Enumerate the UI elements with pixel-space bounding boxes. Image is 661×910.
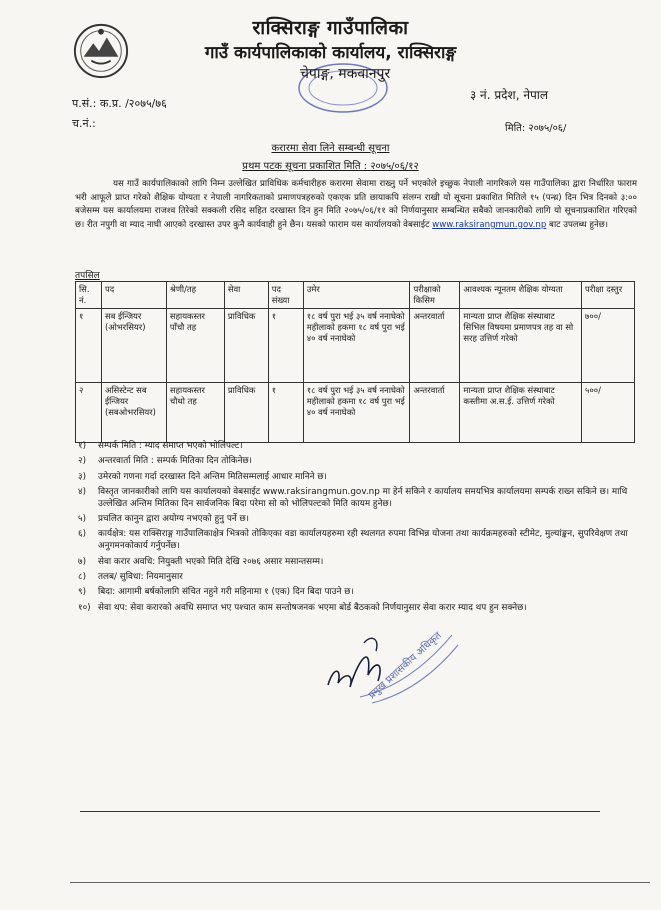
- stamp-text: प्रमुख प्रशासकीय अधिकृत: [366, 630, 444, 702]
- note-number: ३): [78, 471, 87, 482]
- cell-level: सहायकस्तर पाँचौ तह: [166, 309, 224, 383]
- col-header-qualification: आवश्यक न्यूनतम शैक्षिक योग्यता: [460, 282, 582, 309]
- col-header-level: श्रेणी/तह: [166, 282, 224, 309]
- col-header-sn: सि. नं.: [76, 282, 102, 309]
- cell-age: १८ वर्ष पुरा भई ३५ वर्ष ननाघेको महीलाको हकमा १८ वर्ष पुरा भई ४० वर्ष ननाघेको: [303, 383, 410, 443]
- website-link[interactable]: www.raksirangmun.gov.np: [432, 219, 547, 230]
- note-item: [78, 455, 638, 467]
- note-text: बिदा: आगामी बर्षकोलागि संचित नहुने गरी महिनामा १ (एक) दिन बिदा पाउने छ।: [98, 587, 354, 598]
- note-number: ४): [78, 486, 87, 497]
- cell-qualification: मान्यता प्राप्त शैक्षिक संस्थाबाट कस्तीमा अ.स.ई. उत्तिर्ण गरेको: [460, 383, 582, 443]
- note-item: [78, 571, 638, 583]
- notice-title: करारमा सेवा लिने सम्बन्धी सूचना: [271, 143, 390, 154]
- province-label: ३ नं. प्रदेश, नेपाल: [470, 88, 549, 102]
- cell-age: १८ वर्ष पुरा भई ३५ वर्ष ननाघेको महीलाको हकमा १८ वर्ष पुरा भई ४० वर्ष ननाघेको: [303, 309, 410, 383]
- col-header-count: पद संख्या: [268, 282, 303, 309]
- note-text: कार्यक्षेत्र: यस राक्सिराङ्ग गाउँपालिकाक्षेत्र भित्रको तोकिएका वडा कार्यालयहरुमा रही स्थलगत रुपमा विभिन्न योजना तथा कार्यक्रमहरुको स्टीमेट, मुल्यांङ्कन, सुपरिवेक्षण तथा अनुगमनकोकार्य गर्नुपर्नेछ।: [98, 529, 628, 552]
- cell-service: प्राविधिक: [224, 383, 268, 443]
- col-header-age: उमेर: [303, 282, 410, 309]
- cell-fee: ५००/: [582, 383, 635, 443]
- note-item: [78, 586, 638, 598]
- cell-sn: १: [76, 309, 102, 383]
- table-row: [76, 309, 635, 383]
- note-number: १०): [78, 602, 91, 613]
- cell-count: १: [268, 383, 303, 443]
- office-location: चेपाङ्ग, मकवानपुर: [300, 66, 391, 82]
- letter-date: मिति: २०७५/०६/: [505, 123, 567, 134]
- note-number: १): [78, 441, 87, 451]
- notice-body: [75, 178, 637, 232]
- note-number: ८): [78, 572, 87, 583]
- note-number: ६): [78, 529, 87, 540]
- col-header-service: सेवा: [224, 282, 268, 309]
- notice-body-end: बाट उपलब्ध हुनेछ।: [549, 219, 608, 230]
- cell-level: सहायकस्तर चौथो तह: [166, 383, 224, 443]
- cell-exam: अन्तरवार्ता: [410, 309, 460, 383]
- note-item: [78, 471, 638, 483]
- office-name: गाउँ कार्यपालिकाको कार्यालय, राक्सिराङ्ग: [204, 43, 457, 63]
- table-caption: तपसिल: [75, 271, 100, 281]
- cell-post: असिस्टेन्ट सब ईन्जियर (सबओभरसियर): [101, 383, 166, 443]
- note-item: [78, 556, 638, 568]
- note-text: विस्तृत जानकारीको लागि यस कार्यालयको वेबसाईट www.raksirangmun.gov.np मा हेर्न सकिने र कार्यालय समयभित्र कार्यालयमा सम्पर्क राख्न सकिने छ। माथि उल्लेखित अन्तिम मितिका दिन सार्वजनिक बिदा परेमा सो को भोलिपल्टको मिति कायम हुनेछ।: [98, 486, 628, 509]
- vacancy-table: [75, 281, 635, 443]
- cell-service: प्राविधिक: [224, 309, 268, 383]
- table-header-row: [76, 282, 635, 309]
- note-text: सेवा थप: सेवा करारको अवधि समाप्त भए पश्चात काम सन्तोषजनक भएमा बोर्ड बैठकको निर्णयानुसार सेवा करार म्याद थप हुन सक्नेछ।: [98, 602, 527, 613]
- dispatch-number: च.नं.:: [72, 117, 96, 130]
- notes-list: [78, 440, 638, 617]
- cell-post: सब ईन्जियर (ओभरसियर): [101, 309, 166, 383]
- note-text: सम्पर्क मिति : म्याद समाप्त भएको भोलिपल्ट।: [98, 441, 243, 451]
- officer-signature-stamp: [320, 625, 460, 705]
- cell-count: १: [268, 309, 303, 383]
- note-item: [78, 602, 638, 614]
- notice-body-text: यस गाउँ कार्यपालिकाको लागि निम्न उल्लेखित प्राविधिक कर्मचारीहरु करारमा सेवामा राख्नु पर्ने भएकोले इच्छुक नेपाली नागरिकले यस गाउँपालिका द्वारा निर्धारित फाराम भरी आफूले प्राप्त गरेको शैक्षिक योग्यता र नेपाली नागरिकताको प्रमाणपत्रहरुको एकएक प्रति छायाकपि संलग्न राखी यो सूचना प्रकाशित मितिले १५ (पन्ध्र) दिन भित्र दिनको ३:०० बजेसम्म यस कार्यालयमा राजश्व तिरेको सक्कली रसिद सहित दरखास्त दिन हुन मिति २०७५/०६/११ को निर्णयानुसार सम्बन्धित सबैको जानकारीको लागि यो सूचनाप्रकाशित गरिएको छ। रीत नपुगी वा म्याद नाघी आएको दरखास्त उपर कुनै कार्यवाही हुने छैन। यसको फाराम यस कार्यालयको वेबसाईट: [75, 179, 637, 230]
- cell-sn: २: [76, 383, 102, 443]
- note-number: ७): [78, 556, 87, 567]
- col-header-post: पद: [101, 282, 166, 309]
- cell-exam: अन्तरवार्ता: [410, 383, 460, 443]
- note-item: [78, 528, 638, 552]
- note-text: अन्तरवार्ता मिति : सम्पर्क मितिका दिन तोकिनेछ।: [98, 456, 252, 467]
- cell-qualification: मान्यता प्राप्त शैक्षिक संस्थाबाट सिभिल विषयमा प्रमाणपत्र तह वा सो सरह उत्तिर्ण गरेको: [460, 309, 582, 383]
- note-text: प्रचलित कानुन द्वारा अयोग्य नभएको हुनु पर्ने छ।: [98, 514, 250, 525]
- note-text: उमेरको गणना गर्दा दरखास्त दिने अन्तिम मितिसम्मलाई आधार मानिने छ।: [98, 471, 327, 482]
- cell-fee: ७००/: [582, 309, 635, 383]
- reference-number: प.सं.: क.प्र. /२०७५/७६: [72, 97, 167, 110]
- note-number: ५): [78, 514, 87, 525]
- note-text: सेवा करार अवधि: नियुक्ती भएको मिति देखि २०७६ असार मसान्तसम्म।: [98, 556, 324, 567]
- footer-divider: [80, 811, 600, 812]
- note-number: २): [78, 456, 87, 467]
- note-text: तलब/ सुविधा: नियमानुसार: [98, 572, 183, 583]
- note-number: ९): [78, 587, 87, 598]
- col-header-exam: परीक्षाको किसिम: [410, 282, 460, 309]
- table-row: [76, 383, 635, 443]
- note-item: [78, 513, 638, 525]
- page-bottom-divider: [70, 882, 650, 883]
- municipality-name: राक्सिराङ्ग गाउँपालिका: [252, 17, 409, 39]
- col-header-fee: परीक्षा दस्तुर: [582, 282, 635, 309]
- note-item: [78, 486, 638, 510]
- published-date: प्रथम पटक सूचना प्रकाशित मिति : २०७५/०६/१२: [242, 161, 419, 172]
- note-item: [78, 440, 638, 452]
